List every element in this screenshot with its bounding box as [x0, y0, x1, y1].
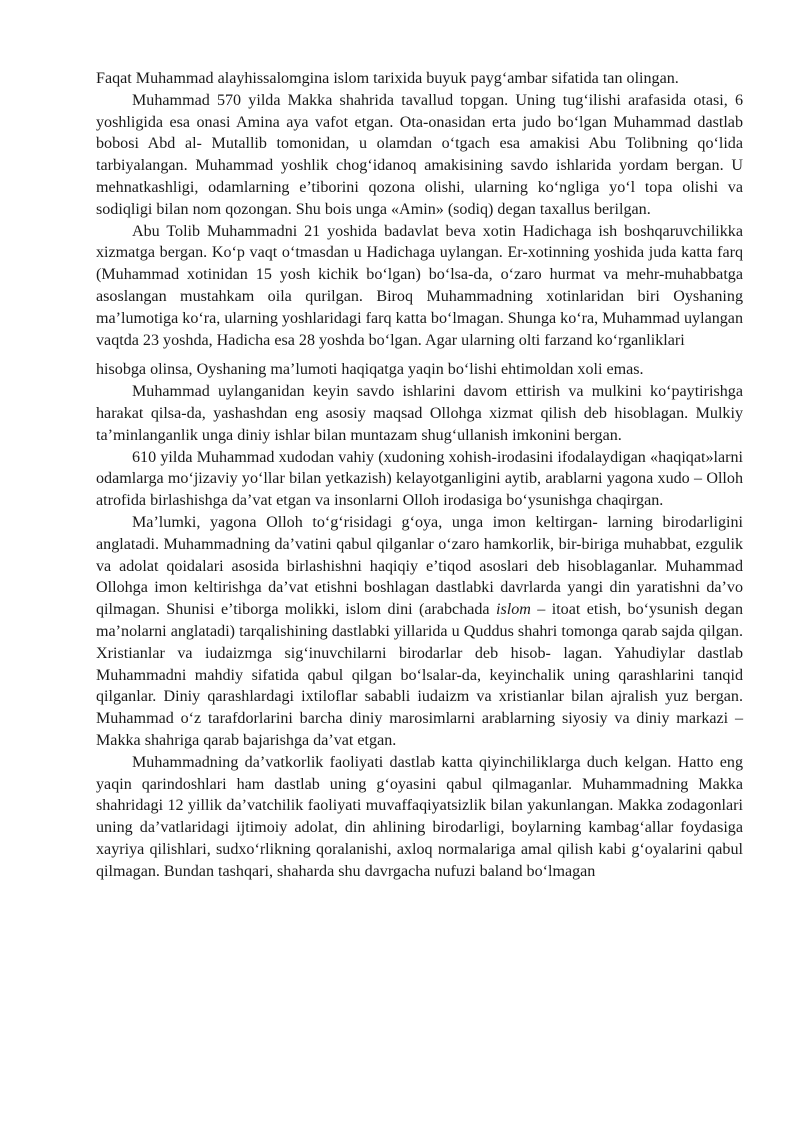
paragraph-unity-part2: – itoat etish, bo‘ysunish degan ma’nolarni anglatadi) tarqalishining dastlabki yillarida u Quddus shahri tomonga qarab sajda qilgan. Xristianlar va iudaizmga sig‘inuvchilarni birodarlar deb hisob- lagan. Yahudiylar dastlab Muhammadni mahdiy sifatida qabul qilgan bo‘lsalar-da, keyinchalik uning qarashlarini tanqid qilganlar. Diniy qarashlardagi ixtiloflar sababli iudaizm va xristianlar bilan ajralish yuz bergan. Muhammad o‘z tarafdorlarini barcha diniy marosimlarni arablarning siyosiy va diniy markazi – Makka shahriga qarab bajarishga da’vat etgan. — [96, 601, 743, 749]
islom-term: islom — [495, 601, 531, 619]
paragraph-marriage-continued: hisobga olinsa, Oyshaning ma’lumoti haqiqatga yaqin bo‘lishi ehtimoldan xoli emas. — [96, 361, 644, 379]
paragraph-unity-part1: Ma’lumki, yagona Olloh to‘g‘risidagi g‘oya, unga imon keltirgan- larning birodarligini anglatadi. Muhammadning da’vatini qabul qilganlar o‘zaro hamkorlik, bir-biriga muhabbat, ezgulik va adolat qoidalari asosida birlashishni haqiqiy e’tiqod asoslari deb hisoblaganlar. Muhammad Ollohga imon keltirishga da’vat etishni boshlagan dastlabki davrlarda yangi din yaratishni da’vo qilmagan. Shunisi e’tiborga molikki, islom dini (arabchada — [96, 513, 743, 619]
document-page — [96, 68, 743, 882]
paragraph-marriage: Abu Tolib Muhammadni 21 yoshida badavlat beva xotin Hadichaga ish boshqaruvchilikka xizmatga bergan. Ko‘p vaqt o‘tmasdan u Hadichaga uylangan. Er-xotinning yoshida juda katta farq (Muhammad xotinidan 15 yosh kichik bo‘lgan) bo‘lsa-da, o‘zaro hurmat va mehr-muhabbatga asoslangan mustahkam oila qurilgan. Biroq Muhammadning xotinlaridan biri Oyshaning ma’lumotiga ko‘ra, ularning yoshlaridagi farq katta bo‘lmagan. Shunga ko‘ra, Muhammad uylangan vaqtda 23 yoshda, Hadicha esa 28 yoshda bo‘lgan. Agar ularning olti farzand ko‘rganliklari — [96, 222, 743, 349]
paragraph-difficulties: Muhammadning da’vatkorlik faoliyati dastlab katta qiyinchiliklarga duch kelgan. Hatto eng yaqin qarindoshlari ham dastlab uning g‘oyasini qabul qilmaganlar. Muhammadning Makka shahridagi 12 yillik da’vatchilik faoliyati muvaffaqiyatsizlik bilan yakunlangan. Makka zodagonlari uning da’vatlaridagi ijtimoiy adolat, din ahlining birodarligi, boylarning kambag‘allar foydasiga xayriya qilishlari, sudxo‘rlikning qoralanishi, axloq normalariga amal qilish kabi g‘oyalarini qabul qilmagan. Bundan tashqari, shaharda shu davrgacha nufuzi baland bo‘lmagan — [96, 753, 743, 880]
paragraph-trade: Muhammad uylanganidan keyin savdo ishlarini davom ettirish va mulkini ko‘paytirishga harakat qilsa-da, yashashdan eng asosiy maqsad Ollohga xizmat qilish deb hisoblagan. Mulkiy ta’minlanganlik unga diniy ishlar bilan muntazam shug‘ullanish imkonini bergan. — [96, 383, 743, 444]
paragraph-birth: Muhammad 570 yilda Makka shahrida tavallud topgan. Uning tug‘ilishi arafasida otasi, 6 yoshligida esa onasi Amina aya vafot etgan. Ota-onasidan erta judo bo‘lgan Muhammad dastlab bobosi Abd al- Mutallib tomonidan, u olamdan o‘tgach esa amakisi Abu Tolibning qo‘lida tarbiyalangan. Muhammad yoshlik chog‘idanoq amakisining savdo ishlarida yordam bergan. U mehnatkashligi, odamlarning e’tiborini qozona olishi, ularning ko‘ngliga yo‘l topa olishi va sodiqligi bilan nom qozongan. Shu bois unga «Amin» (sodiq) degan taxallus berilgan. — [96, 91, 743, 218]
paragraph-unity — [96, 512, 743, 752]
paragraph-revelation: 610 yilda Muhammad xudodan vahiy (xudoning xohish-irodasini ifodalaydigan «haqiqat»larni odamlarga mo‘jizaviy yo‘llar bilan yetkazish) kelayotganligini aytib, arablarni yagona xudo – Olloh atrofida birlashishga da’vat etgan va insonlarni Olloh irodasiga bo‘ysunishga chaqirgan. — [96, 448, 743, 510]
paragraph-intro: Faqat Muhammad alayhissalomgina islom tarixida buyuk payg‘ambar sifatida tan olingan. — [96, 70, 679, 87]
